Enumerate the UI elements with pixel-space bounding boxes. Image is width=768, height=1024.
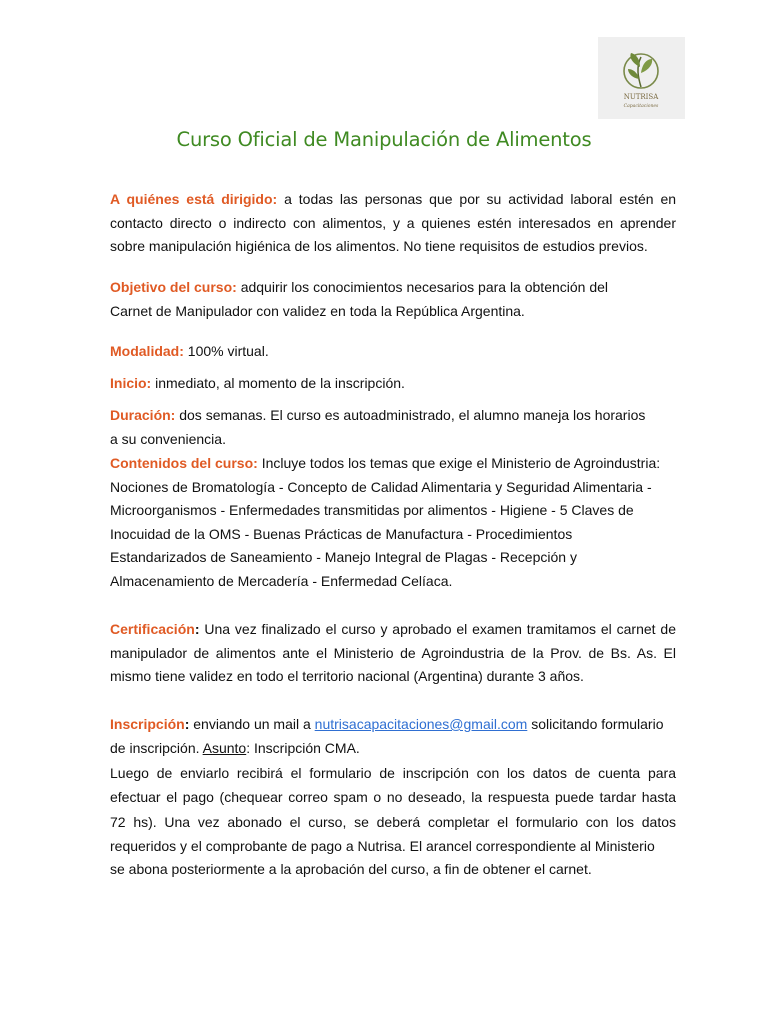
inscripcion-l2-pre: de inscripción.: [110, 739, 200, 756]
section-inscripcion-detalle: [110, 762, 676, 882]
detalle-line-3: 72 hs). Una vez abonado el curso, se deberá completar el formulario con los datos: [110, 814, 676, 830]
certificacion-line-2: manipulador de alimentos ante el Ministerio de Agroindustria de la Prov. de Bs. As. El: [110, 644, 676, 661]
section-inscripcion: [110, 713, 676, 760]
section-contenidos: [110, 452, 676, 593]
inscripcion-l2-post: : Inscripción CMA.: [246, 739, 360, 756]
label-modalidad: Modalidad:: [110, 343, 184, 359]
objetivo-line-1: adquirir los conocimientos necesarios para la obtención del: [240, 279, 609, 295]
contenidos-line-1: Incluye todos los temas que exige el Ministerio de Agroindustria:: [261, 455, 661, 471]
contenidos-line-3: Microorganismos - Enfermedades transmitidas por alimentos - Higiene - 5 Claves de: [110, 502, 634, 518]
dirigido-line-1: a todas las personas que por su actividad laboral estén en: [284, 191, 677, 207]
certificacion-colon: :: [194, 621, 200, 637]
contenidos-line-5: Estandarizados de Saneamiento - Manejo Integral de Plagas - Recepción y: [110, 549, 577, 565]
logo-brand: NUTRISA: [623, 93, 659, 101]
section-duracion: [110, 404, 676, 451]
objetivo-line-2: Carnet de Manipulador con validez en toda la República Argentina.: [110, 302, 525, 319]
detalle-line-5: se abona posteriormente a la aprobación del curso, a fin de obtener el carnet.: [110, 861, 592, 877]
label-contenidos: Contenidos del curso:: [110, 455, 258, 471]
detalle-line-1: Luego de enviarlo recibirá el formulario de inscripción con los datos de cuenta para: [110, 765, 676, 781]
label-inicio: Inicio:: [110, 375, 152, 391]
detalle-line-2: efectuar el pago (chequear correo spam o no deseado, la respuesta puede tardar hasta: [110, 788, 676, 805]
leaf-wreath-icon: [598, 37, 685, 119]
certificacion-line-3: mismo tiene validez en todo el territorio nacional (Argentina) durante 3 años.: [110, 668, 584, 684]
section-certificacion: [110, 618, 676, 689]
certificacion-line-1: Una vez finalizado el curso y aprobado el examen tramitamos el carnet de: [204, 621, 676, 637]
label-certificacion: Certificación: [110, 621, 195, 637]
section-objetivo: [110, 276, 676, 323]
duracion-line-1: dos semanas. El curso es autoadministrado, el alumno maneja los horarios: [179, 407, 646, 423]
contenidos-line-6: Almacenamiento de Mercadería - Enfermedad Celíaca.: [110, 572, 453, 589]
label-dirigido: A quiénes está dirigido:: [110, 191, 278, 207]
dirigido-line-2: contacto directo o indirecto con alimentos, y a quienes estén interesados en aprender: [110, 214, 676, 231]
inscripcion-pre: enviando un mail a: [193, 716, 311, 732]
contenidos-line-2: Nociones de Bromatología - Concepto de Calidad Alimentaria y Seguridad Alimentaria -: [110, 478, 652, 495]
logo-tagline: Capacitaciones: [623, 104, 659, 109]
section-dirigido: [110, 188, 676, 259]
page-title: Curso Oficial de Manipulación de Alimentos: [176, 128, 592, 151]
inicio-text: inmediato, al momento de la inscripción.: [155, 375, 405, 391]
contenidos-line-4: Inocuidad de la OMS - Buenas Prácticas de Manufactura - Procedimientos: [110, 525, 573, 542]
label-duracion: Duración:: [110, 407, 176, 423]
email-link[interactable]: nutrisacapacitaciones@gmail.com: [314, 716, 528, 732]
duracion-line-2: a su conveniencia.: [110, 430, 226, 447]
detalle-line-4: requeridos y el comprobante de pago a Nutrisa. El arancel correspondiente al Ministerio: [110, 837, 655, 854]
inscripcion-post: solicitando formulario: [531, 716, 664, 732]
section-modalidad: [110, 340, 676, 364]
modalidad-text: 100% virtual.: [187, 343, 269, 359]
inscripcion-colon: :: [184, 716, 190, 732]
label-inscripcion: Inscripción: [110, 716, 185, 732]
label-objetivo: Objetivo del curso:: [110, 279, 237, 295]
dirigido-line-3: sobre manipulación higiénica de los alimentos. No tiene requisitos de estudios previos.: [110, 238, 648, 254]
asunto-label: Asunto: [202, 739, 247, 756]
logo: [598, 37, 685, 119]
section-inicio: [110, 372, 676, 396]
